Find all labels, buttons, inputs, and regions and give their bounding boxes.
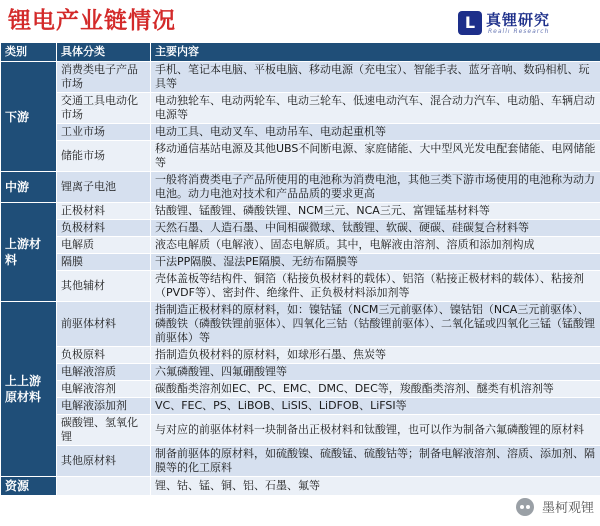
category-cell: 下游 xyxy=(1,62,57,172)
subcategory-cell: 电解液添加剂 xyxy=(57,398,151,415)
logo-subtitle: Reallı Research xyxy=(488,28,550,35)
subcategory-cell: 负极材料 xyxy=(57,220,151,237)
brand-logo xyxy=(458,10,590,40)
table-body xyxy=(1,62,600,496)
content-cell: VC、FEC、PS、LiBOB、LiSIS、LiDFOB、LiFSI等 xyxy=(151,398,600,415)
subcategory-cell: 碳酸锂、氢氧化锂 xyxy=(57,415,151,446)
subcategory-cell: 电解液溶剂 xyxy=(57,381,151,398)
table-row xyxy=(1,347,600,364)
content-cell: 壳体盖板等结构件、铜箔（粘接负极材料的载体）、铝箔（粘接正极材料的载体）、粘接剂（PVDF等）、密封件、绝缘件、正负极材料添加剂等 xyxy=(151,271,600,302)
table-header-row xyxy=(1,43,600,62)
content-cell: 锂、钴、锰、铜、铝、石墨、氟等 xyxy=(151,477,600,496)
table-row xyxy=(1,477,600,496)
content-cell: 电动工具、电动叉车、电动吊车、电动起重机等 xyxy=(151,124,600,141)
watermark xyxy=(512,496,594,518)
subcategory-cell: 正极材料 xyxy=(57,203,151,220)
content-cell: 干法PP隔膜、湿法PE隔膜、无纺布隔膜等 xyxy=(151,254,600,271)
content-cell: 手机、笔记本电脑、平板电脑、移动电源（充电宝）、智能手表、蓝牙音响、数码相机、玩具等 xyxy=(151,62,600,93)
subcategory-cell: 工业市场 xyxy=(57,124,151,141)
content-cell: 碳酸酯类溶剂如EC、PC、EMC、DMC、DEC等，羧酸酯类溶剂、醚类有机溶剂等 xyxy=(151,381,600,398)
table-row xyxy=(1,93,600,124)
header-subcategory: 具体分类 xyxy=(57,43,151,62)
subcategory-cell xyxy=(57,477,151,496)
watermark-text: 墨柯观锂 xyxy=(541,501,594,516)
header-content: 主要内容 xyxy=(151,43,600,62)
subcategory-cell: 锂离子电池 xyxy=(57,172,151,203)
logo-icon: L xyxy=(458,11,482,35)
wechat-icon xyxy=(516,498,534,516)
category-cell: 中游 xyxy=(1,172,57,203)
subcategory-cell: 其他辅材 xyxy=(57,271,151,302)
table-row xyxy=(1,302,600,347)
category-cell: 资源 xyxy=(1,477,57,496)
table-row xyxy=(1,172,600,203)
category-cell: 上上游原材料 xyxy=(1,302,57,477)
content-cell: 与对应的前驱体材料一块制备出正极材料和钛酸锂，也可以作为制备六氟磷酸锂的原材料 xyxy=(151,415,600,446)
table-row xyxy=(1,398,600,415)
subcategory-cell: 隔膜 xyxy=(57,254,151,271)
content-cell: 六氟磷酸锂、四氟硼酸锂等 xyxy=(151,364,600,381)
subcategory-cell: 前驱体材料 xyxy=(57,302,151,347)
content-cell: 指制造正极材料的原材料，如：镍钴锰（NCM三元前驱体）、镍钴铝（NCA三元前驱体）、磷酸铁（磷酸铁锂前驱体）、四氧化三钴（钴酸锂前驱体）、二氧化锰或四氧化三锰（锰酸锂前驱体）等 xyxy=(151,302,600,347)
subcategory-cell: 储能市场 xyxy=(57,141,151,172)
industry-chain-table xyxy=(0,42,600,496)
subcategory-cell: 其他原材料 xyxy=(57,446,151,477)
content-cell: 制备前驱体的原材料，如硫酸镍、硫酸锰、硫酸钴等；制备电解液溶剂、溶质、添加剂、隔膜等的化工原料 xyxy=(151,446,600,477)
subcategory-cell: 交通工具电动化市场 xyxy=(57,93,151,124)
subcategory-cell: 消费类电子产品市场 xyxy=(57,62,151,93)
content-cell: 移动通信基站电源及其他UBS不间断电源、家庭储能、大中型风光发电配套储能、电网储能等 xyxy=(151,141,600,172)
table-row xyxy=(1,364,600,381)
table-row xyxy=(1,254,600,271)
content-cell: 电动独轮车、电动两轮车、电动三轮车、低速电动汽车、混合动力汽车、电动船、车辆启动电源等 xyxy=(151,93,600,124)
table-row xyxy=(1,271,600,302)
table-row xyxy=(1,237,600,254)
content-cell: 液态电解质（电解液）、固态电解质。其中，电解液由溶剂、溶质和添加剂构成 xyxy=(151,237,600,254)
subcategory-cell: 电解液溶质 xyxy=(57,364,151,381)
category-cell: 上游材料 xyxy=(1,203,57,302)
table-row xyxy=(1,141,600,172)
table-row xyxy=(1,415,600,446)
content-cell: 一般将消费类电子产品所使用的电池称为消费电池，其他三类下游市场使用的电池称为动力电池。动力电池对技术和产品品质的要求更高 xyxy=(151,172,600,203)
subcategory-cell: 负极原料 xyxy=(57,347,151,364)
table-row xyxy=(1,124,600,141)
table-row xyxy=(1,446,600,477)
content-cell: 天然石墨、人造石墨、中间相碳微球、钛酸锂、软碳、硬碳、硅碳复合材料等 xyxy=(151,220,600,237)
page-title: 锂电产业链情况 xyxy=(8,8,176,34)
subcategory-cell: 电解质 xyxy=(57,237,151,254)
table-row xyxy=(1,203,600,220)
content-cell: 钴酸锂、锰酸锂、磷酸铁锂、NCM三元、NCA三元、富锂锰基材料等 xyxy=(151,203,600,220)
content-cell: 指制造负极材料的原材料，如球形石墨、焦炭等 xyxy=(151,347,600,364)
table-row xyxy=(1,62,600,93)
table-row xyxy=(1,381,600,398)
header-category: 类别 xyxy=(1,43,57,62)
logo-name: 真锂研究 xyxy=(486,11,551,29)
table-row xyxy=(1,220,600,237)
